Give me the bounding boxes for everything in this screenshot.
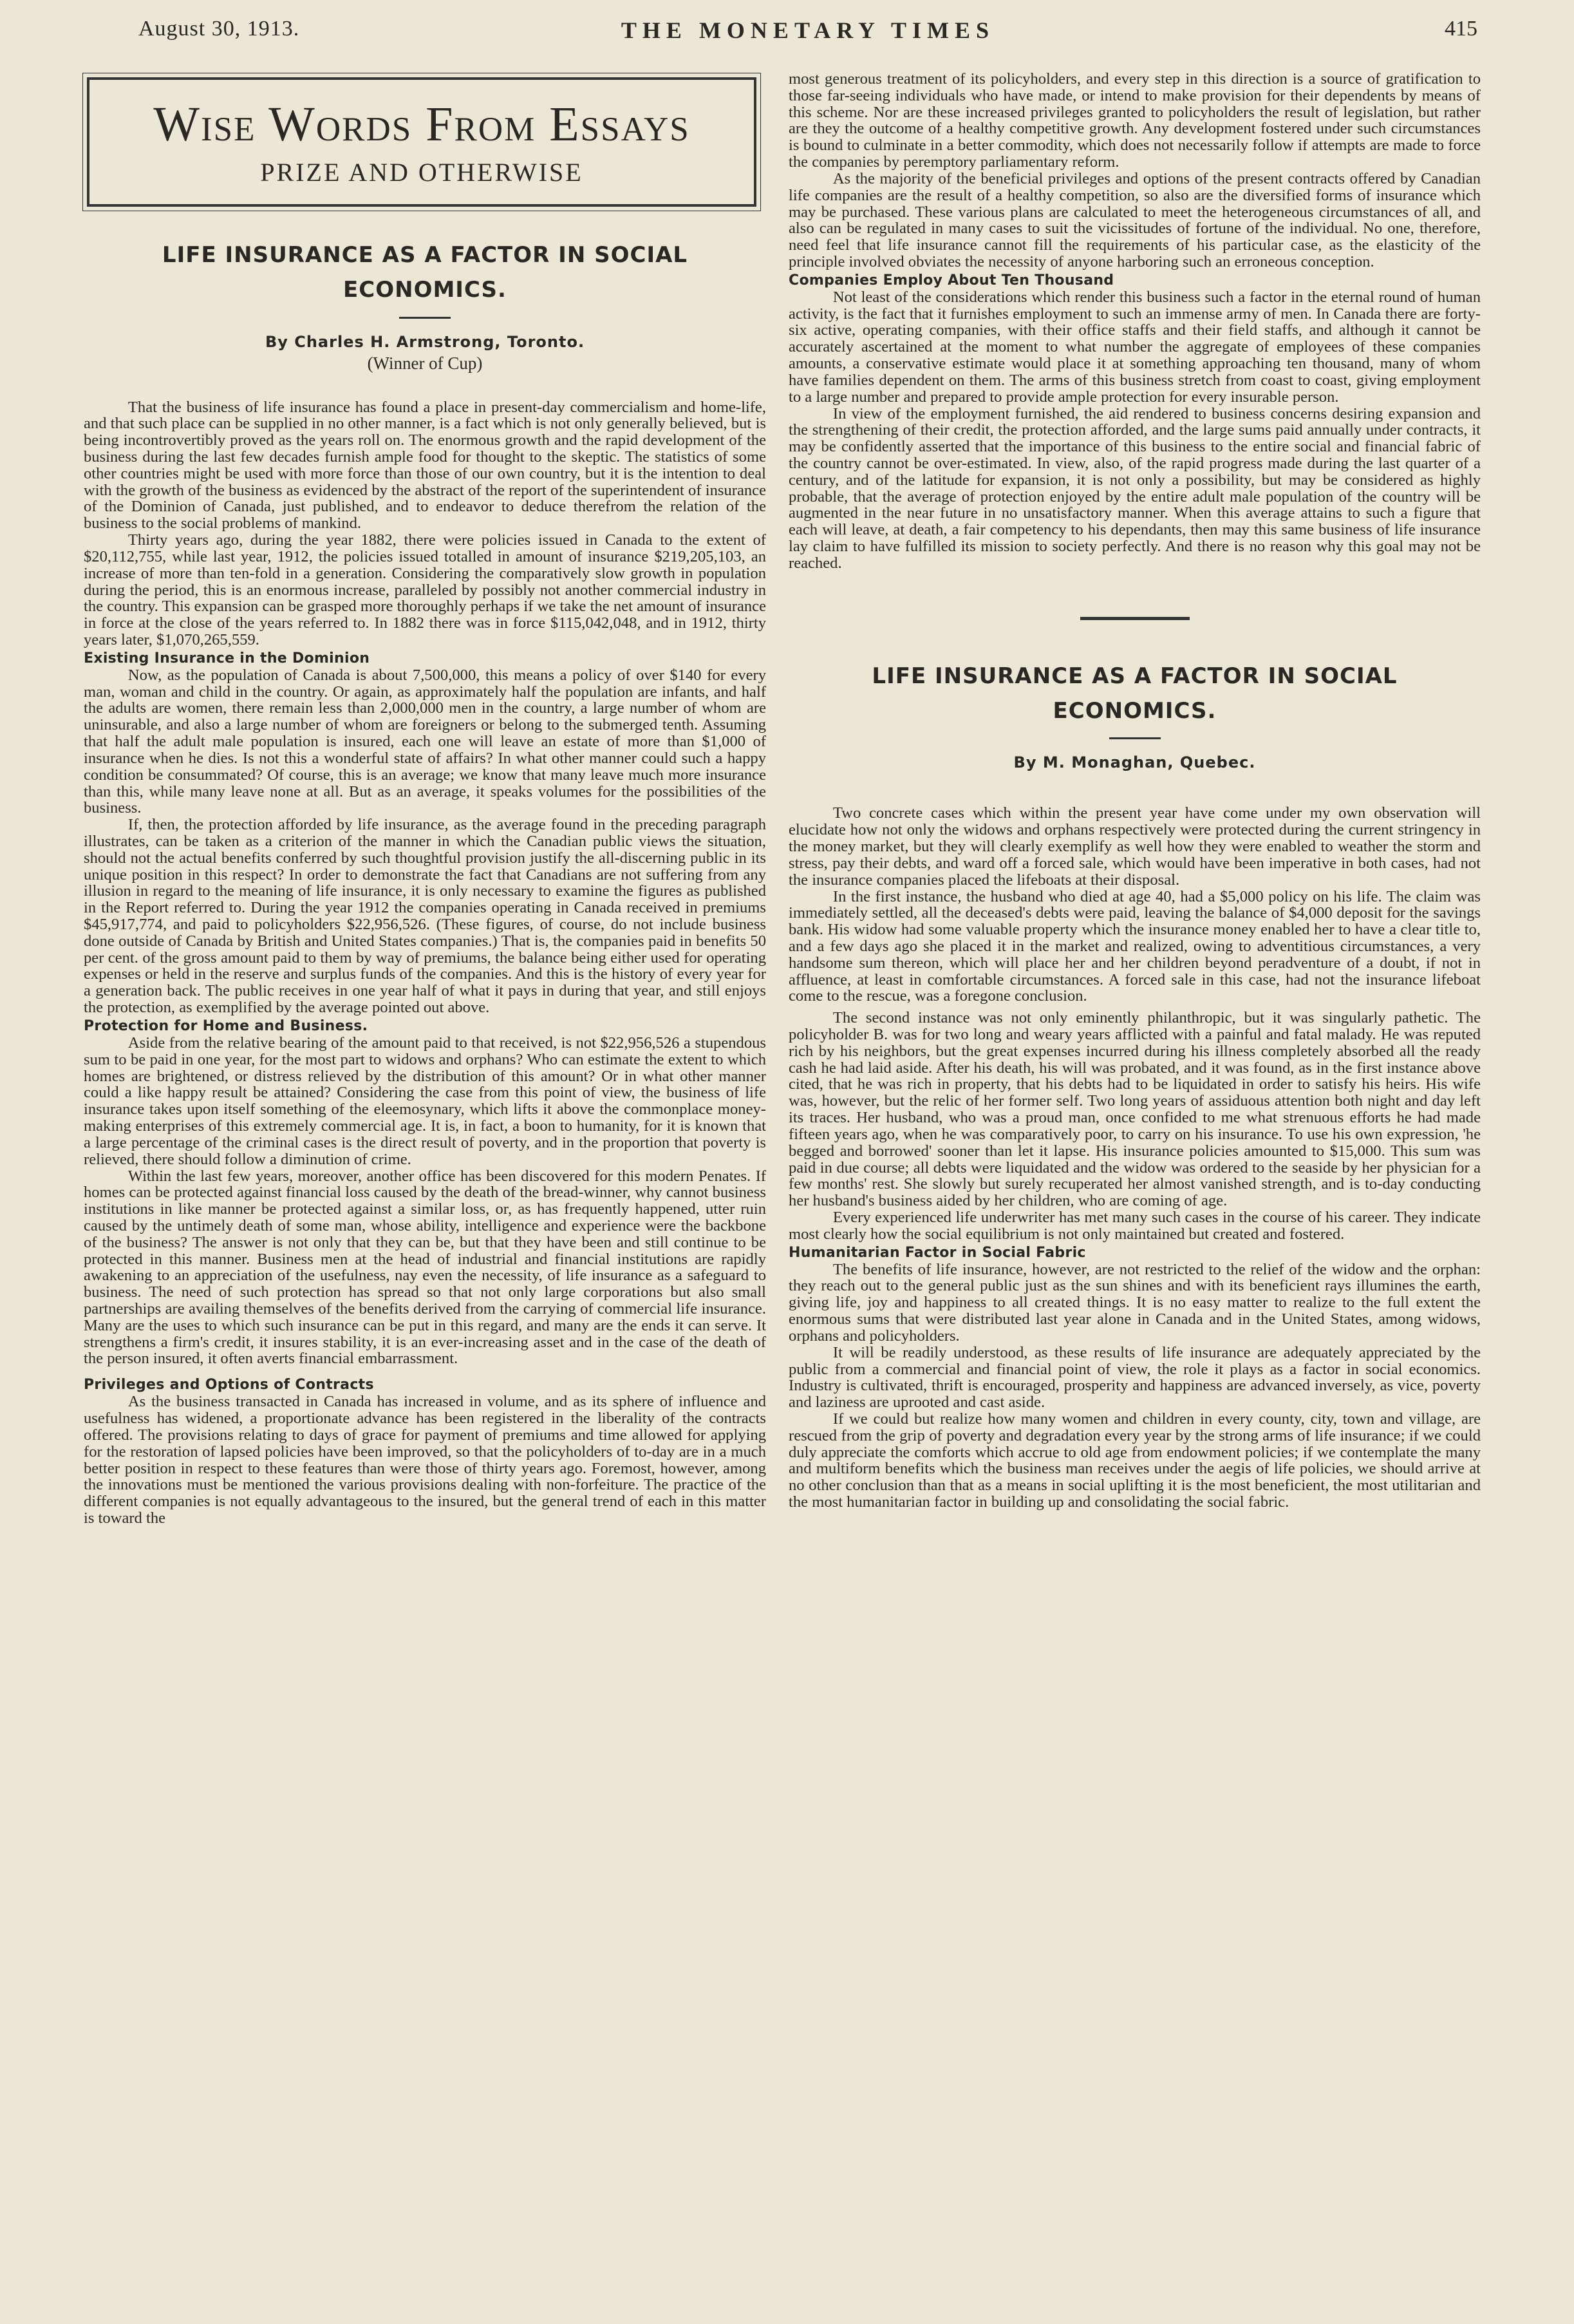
article1-byline-note: (Winner of Cup) bbox=[367, 353, 483, 373]
article1-title: LIFE INSURANCE AS A FACTOR IN SOCIAL ECONOMICS. bbox=[162, 241, 688, 303]
article2-byline: By M. Monaghan, Quebec. bbox=[1013, 753, 1256, 772]
paragraph: Every experienced life underwriter has met many such cases in the course of his career. They indicate most clearly how the social equilibrium is not only maintained but created and fostered. bbox=[789, 1208, 1481, 1243]
article1-continued bbox=[789, 71, 1481, 572]
title-rule bbox=[1109, 737, 1161, 739]
publication-title: THE MONETARY TIMES bbox=[621, 17, 995, 43]
paragraph: Within the last few years, moreover, another office has been discovered for this modern Penates. If homes can be protected against financial loss caused by the death of the bread-winner, why cannot business institutions in like manner be protected against a similar loss, or, as has frequently happened, utter ruin caused by the untimely death of some man, whose ability, intelligence and experience were the backbone of the business? The answer is not only that they can be, but that they have been and still continue to be protected in this manner. Business men at the head of industrial and financial institutions are rapidly awakening to an appreciation of the usefulness, nay even the necessity, of life insurance as a safeguard to business. The need of such protection has spread so that not only large corporations but also small partnerships are availing themselves of the benefits derived from the carrying of commercial life insurance. Many are the uses to which such insurance can be put in this regard, and many are the ends it can serve. It strengthens a firm's credit, it insures stability, it is an ever-increasing asset and in the case of the death of the person insured, it often averts financial embarrassment. bbox=[84, 1167, 766, 1368]
paragraph: As the business transacted in Canada has increased in volume, and as its sphere of influence and usefulness has widened, a proportionate advance has been registered in the liberality of the contracts offered. The provisions relating to days of grace for payment of premiums and time allowed for applying for the restoration of lapsed policies have been improved, so that the policyholders of to-day are in a much better position in respect to these features than were those of thirty years ago. Foremost, however, among the innovations must be mentioned the various provisions dealing with non-forfeiture. The practice of the different companies is not equally advantageous to the insured, but the general trend of each in this matter is toward the bbox=[84, 1393, 766, 1527]
subheading: Privileges and Options of Contracts bbox=[84, 1377, 374, 1393]
section-subtitle: PRIZE AND OTHERWISE bbox=[260, 157, 583, 187]
section-title-box bbox=[87, 77, 756, 207]
paragraph: If we could but realize how many women and children in every county, city, town and village, are rescued from the grip of poverty and degradation every year by the strong arms of life insurance; if we could duly appreciate the comforts which accrue to old age from endowment policies; if we contemplate the many and multiform benefits which the business man receives under the aegis of life policies, we should arrive at no other conclusion than that as a means in social uplifting it is the most beneficient, the most utilitarian and the most humanitarian factor in building up and consolidating the social fabric. bbox=[789, 1410, 1481, 1511]
section-title: Wise Words From Essays bbox=[153, 97, 690, 151]
title-rule bbox=[399, 317, 451, 319]
paragraph: In view of the employment furnished, the aid rendered to business concerns desiring expansion and the strengthening of their credit, the protection afforded, and the large sums paid annually under contracts, it may be confidently asserted that the importance of this business to the entire social and financial fabric of the country cannot be over-estimated. In view, also, of the rapid progress made during the last quarter of a century, and of the latitude for expansion, it is not only a possibility, but may be considered as highly probable, that the average of protection enjoyed by the entire adult male population of the country will be augmented in the near future in no unsatisfactory manner. When this average attains to such a figure that each will leave, at death, a fair competency to his dependants, then may this same business of life insurance lay claim to have fulfilled its mission to society perfectly. And there is no reason why this goal may not be reached. bbox=[789, 404, 1481, 572]
paragraph: The second instance was not only eminently philanthropic, but it was singularly pathetic. The policyholder B. was for two long and weary years afflicted with a painful and fatal malady. He was reputed rich by his neighbors, but the great expenses incurred during his illness completely absorbed all the ready cash he had laid aside. After his death, his will was probated, and it was found, as in the first instance above cited, that he was rich in property, that his debts had to be liquidated in order to satisfy his heirs. His wife was, however, but the relic of her former self. Two long years of assiduous attention both night and day left its traces. Her husband, who was a proud man, once confided to me what strenuous efforts he had made fifteen years ago, when he was comparatively poor, to carry on his insurance. To use his own expression, 'he begged and borrowed' sooner than let it lapse. His insurance policies amounted to $15,000. This sum was paid in due course; all debts were liquidated and the widow was ordered to the seaside by her physician for a few months' rest. She slowly but surely recuperated her almost vanished strength, and is to-day conducting her husband's business aided by her children, who are coming of age. bbox=[789, 1009, 1481, 1210]
article1-byline: By Charles H. Armstrong, Toronto. bbox=[265, 332, 585, 351]
paragraph: Not least of the considerations which render this business such a factor in the eternal round of human activity, is the fact that it furnishes employment to such an immense army of men. In Canada there are forty-six active, operating companies, with their office staffs and their field staffs, and although it cannot be accurately ascertained at the moment to what number the aggregate of employees of these companies amounts, a conservative estimate would place it at something approaching ten thousand, many of whom have families dependent on them. The arms of this business stretch from coast to coast, giving employment to a large number and prepared to provide ample protection for every insurable person. bbox=[789, 288, 1481, 406]
page-header bbox=[138, 17, 1477, 55]
paragraph: most generous treatment of its policyholders, and every step in this direction is a source of gratification to those far-seeing individuals who have made, or intend to make provision for their dependents by means of this scheme. Nor are these increased privileges granted to policyholders the result of legislation, but rather are they the outcome of a healthy competitive growth. Any development fostered under such circumstances is bound to culminate in a better commodity, which does not necessarily follow if attempts are made to force the companies by peremptory parliamentary reform. bbox=[789, 70, 1481, 171]
paragraph: Aside from the relative bearing of the amount paid to that received, is not $22,956,526 a stupendous sum to be paid in one year, for the most part to widows and orphans? Who can estimate the extent to which homes are brightened, or distress relieved by the distribution of this amount? Or in what other manner could a like happy result be attained? Considering the case from this point of view, the business of life insurance takes upon itself something of the eleemosynary, which lifts it above the commonplace money-making enterprises of this extremely commercial age. It is, in fact, a boon to humanity, for it is known that a large percentage of the criminal cases is the direct result of poverty, and in the proportion that poverty is relieved, there should follow a diminution of crime. bbox=[84, 1034, 766, 1168]
paragraph: Two concrete cases which within the present year have come under my own observation will elucidate how not only the widows and orphans respectively were protected during the current stringency in the money market, but they will clearly exemplify as well how they were enabled to weather the storm and stress, pay their debts, and ward off a forced sale, which would have been imperative in both cases, had not the insurance companies placed the lifeboats at their disposal. bbox=[789, 804, 1481, 889]
article2-body bbox=[789, 805, 1481, 1510]
subheading: Existing Insurance in the Dominion bbox=[84, 650, 370, 666]
subheading: Humanitarian Factor in Social Fabric bbox=[789, 1244, 1086, 1261]
page-number: 415 bbox=[1445, 17, 1477, 41]
paragraph: If, then, the protection afforded by life insurance, as the average found in the preceding paragraph illustrates, can be taken as a criterion of the manner in which the Canadian public views the situation, should not the actual benefits conferred by such thoughtful provision justify the all-discerning public in its unique position in this respect? In order to demonstrate the fact that Canadians are not suffering from any illusion in regard to the meaning of life insurance, it is only necessary to examine the figures as published in the Report referred to. During the year 1912 the companies operating in Canada received in premiums $45,917,774, and paid to policyholders $22,956,526. (These figures, of course, do not include business done outside of Canada by British and United States companies.) That is, the companies paid in benefits 50 per cent. of the gross amount paid to them by way of premiums, the balance being either used for operating expenses or held in the reserve and surplus funds of the companies. And this is the history of every year for a generation back. The public receives in one year half of what it pays in during that year, and still enjoys the protection, as exemplified by the average pointed out above. bbox=[84, 816, 766, 1017]
article1-body bbox=[84, 399, 766, 1527]
paragraph: That the business of life insurance has found a place in present-day commercialism and home-life, and that such place can be supplied in no other manner, is a fact which is not only generally believed, but is being incontrovertibly proved as the years roll on. The enormous growth and the rapid development of the business during the last few decades furnish ample food for thought to the skeptic. The statistics of some other countries might be used with more force than those of our own country, but it is the intention to deal with the growth of the business as evidenced by the abstract of the report of the superintendent of insurance of the Dominion of Canada, just published, and to endeavor to deduce therefrom the relation of the business to the social problems of mankind. bbox=[84, 398, 766, 533]
left-column bbox=[84, 71, 766, 1527]
right-column bbox=[789, 71, 1481, 1511]
paragraph: In the first instance, the husband who died at age 40, had a $5,000 policy on his life. The claim was immediately settled, all the deceased's debts were paid, leaving the balance of $4,000 deposit for the savings bank. His widow had some valuable property which the insurance money enabled her to have a clear title to, and a few days ago she placed it in the market and realized, owing to adventitious circumstances, a very handsome sum thereon, which will place her and her children beyond peradventure of a doubt, if not in affluence, at least in comfortable circumstances. A forced sale in this case, had not the insurance lifeboat come to the rescue, was a foregone conclusion. bbox=[789, 887, 1481, 1005]
paragraph: It will be readily understood, as these results of life insurance are adequately appreciated by the public from a commercial and financial point of view, the role it plays as a factor in social economics. Industry is cultivated, thrift is encouraged, prosperity and happiness are advanced inversely, as vice, poverty and laziness are uprooted and cast aside. bbox=[789, 1343, 1481, 1412]
article2-title: LIFE INSURANCE AS A FACTOR IN SOCIAL ECONOMICS. bbox=[872, 663, 1398, 724]
subheading: Companies Employ About Ten Thousand bbox=[789, 272, 1114, 288]
paragraph: Thirty years ago, during the year 1882, there were policies issued in Canada to the extent of $20,112,755, while last year, 1912, the policies issued totalled in amount of insurance $219,205,103, an increase of more than ten-fold in a generation. Considering the comparatively slow growth in population during the period, this is an enormous increase, paralleled by possibly not another commercial industry in the country. This expansion can be grasped more thoroughly perhaps if we take the net amount of insurance in force at the close of the years referred to. In 1882 there was in force $115,042,048, and in 1912, thirty years later, $1,070,265,559. bbox=[84, 531, 766, 648]
subheading: Protection for Home and Business. bbox=[84, 1017, 368, 1034]
paragraph: As the majority of the beneficial privileges and options of the present contracts offered by Canadian life companies are the result of a healthy competition, so also are the diversified forms of insurance which may be purchased. These various plans are calculated to meet the heterogeneous circumstances of all, and also can be regulated in many cases to suit the vicissitudes of fortune of the individual. No one, therefore, need feel that life insurance cannot fill the requirements of his particular case, as the elasticity of the principle involved obviates the necessity of anyone harboring such an erroneous conception. bbox=[789, 169, 1481, 270]
issue-date: August 30, 1913. bbox=[138, 17, 300, 41]
paragraph: The benefits of life insurance, however, are not restricted to the relief of the widow and the orphan: they reach out to the general public just as the sun shines and with its beneficient rays illumines the earth, giving life, joy and happiness to all created things. It is no easy matter to realize to the full extent the enormous sums that were distributed last year alone in Canada and in the United States, among widows, orphans and policyholders. bbox=[789, 1260, 1481, 1345]
paragraph: Now, as the population of Canada is about 7,500,000, this means a policy of over $140 for every man, woman and child in the country. Or again, as approximately half the population are infants, and half the adults are women, there remain less than 2,000,000 men in the country, a large number of whom are uninsurable, and also a large number of whom are foreigners or belong to the submerged tenth. Assuming that half the adult male population is insured, each one will leave an estate of more than $1,000 of insurance when he dies. Is not this a wonderful state of affairs? In what other manner could such a happy condition be consummated? Of course, this is an average; we know that many leave much more insurance than this, while many leave none at all. But as an average, it speaks volumes for the possibilities of the business. bbox=[84, 666, 766, 817]
